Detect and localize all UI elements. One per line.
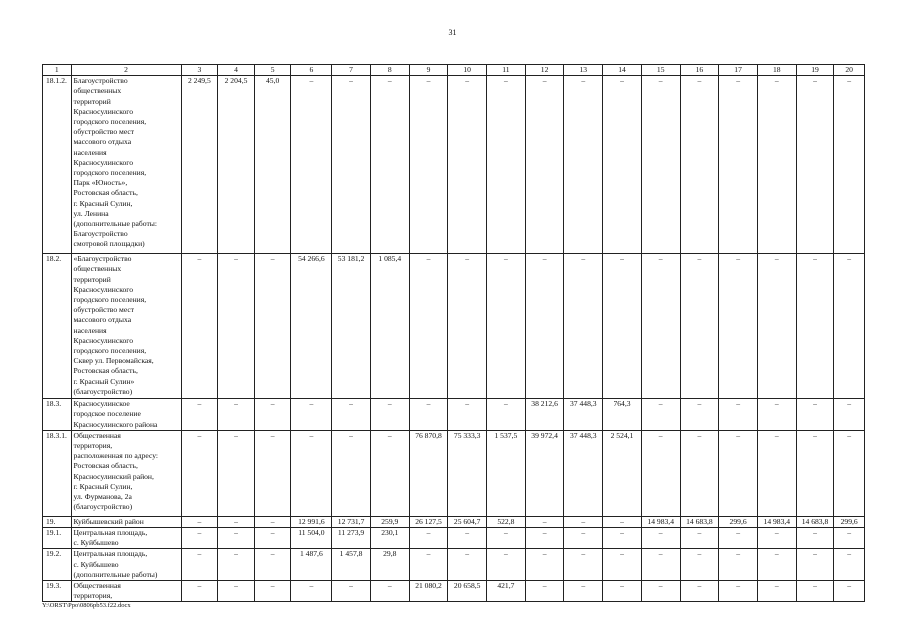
value-cell: 522,8 <box>487 516 526 527</box>
value-cell: – <box>291 76 332 254</box>
value-cell: – <box>254 581 291 602</box>
value-cell: – <box>181 430 218 516</box>
value-cell: – <box>641 399 680 431</box>
value-cell: – <box>603 516 642 527</box>
table-row <box>43 549 865 581</box>
value-cell: 21 080,2 <box>409 581 448 602</box>
value-cell: – <box>254 430 291 516</box>
row-name: Благоустройство общественных территорий Красносулинского городского поселения, обустройство мест массового отдыха населения Красносулинского городского поселения, Парк «Юность», Ростовская область, г. Красный Сулин, ул. Ленина (дополнительные работы: Благоустройство смотровой площадки) <box>71 76 181 254</box>
header-cell: 3 <box>181 65 218 76</box>
row-code: 18.3.1. <box>43 430 72 516</box>
header-cell: 11 <box>487 65 526 76</box>
header-cell: 17 <box>719 65 758 76</box>
value-cell: – <box>332 76 371 254</box>
value-cell: 11 504,0 <box>291 528 332 549</box>
value-cell: – <box>218 528 255 549</box>
value-cell: 11 273,9 <box>332 528 371 549</box>
value-cell: – <box>254 549 291 581</box>
header-cell: 15 <box>641 65 680 76</box>
value-cell: 25 604,7 <box>448 516 487 527</box>
value-cell: – <box>525 254 564 399</box>
value-cell: 230,1 <box>370 528 409 549</box>
row-code: 18.2. <box>43 254 72 399</box>
value-cell: – <box>332 430 371 516</box>
value-cell: – <box>757 254 796 399</box>
table-row <box>43 399 865 431</box>
value-cell: 259,9 <box>370 516 409 527</box>
table-row <box>43 430 865 516</box>
value-cell: – <box>525 516 564 527</box>
value-cell: – <box>370 76 409 254</box>
header-cell: 5 <box>254 65 291 76</box>
value-cell: – <box>370 399 409 431</box>
budget-table <box>42 64 865 602</box>
footer-file-path: Y:\ORST\Ppo\0806pb53.f22.docx <box>42 602 131 609</box>
header-cell: 19 <box>796 65 834 76</box>
value-cell: – <box>448 528 487 549</box>
value-cell: – <box>834 254 865 399</box>
value-cell: – <box>564 581 603 602</box>
row-name: Центральная площадь, с. Куйбышево (дополнительные работы) <box>71 549 181 581</box>
value-cell: – <box>603 254 642 399</box>
value-cell: 14 983,4 <box>757 516 796 527</box>
table-body <box>43 65 865 602</box>
value-cell: – <box>332 399 371 431</box>
value-cell: – <box>757 399 796 431</box>
header-cell: 18 <box>757 65 796 76</box>
value-cell: – <box>291 430 332 516</box>
value-cell: – <box>603 76 642 254</box>
value-cell: – <box>564 549 603 581</box>
table-row <box>43 528 865 549</box>
value-cell: – <box>409 76 448 254</box>
value-cell: – <box>525 549 564 581</box>
value-cell: 14 683,8 <box>796 516 834 527</box>
value-cell: – <box>719 581 758 602</box>
value-cell: 75 333,3 <box>448 430 487 516</box>
value-cell: – <box>487 549 526 581</box>
row-code: 19.2. <box>43 549 72 581</box>
value-cell: – <box>603 549 642 581</box>
value-cell: 1 457,8 <box>332 549 371 581</box>
value-cell: – <box>719 399 758 431</box>
table-row <box>43 254 865 399</box>
value-cell: – <box>603 528 642 549</box>
header-cell: 6 <box>291 65 332 76</box>
value-cell: 14 983,4 <box>641 516 680 527</box>
row-code: 19.3. <box>43 581 72 602</box>
value-cell: – <box>796 254 834 399</box>
value-cell: 1 487,6 <box>291 549 332 581</box>
header-cell: 20 <box>834 65 865 76</box>
value-cell: – <box>564 254 603 399</box>
value-cell: 38 212,6 <box>525 399 564 431</box>
value-cell: – <box>680 528 719 549</box>
row-code: 18.1.2. <box>43 76 72 254</box>
page-number: 31 <box>448 28 457 37</box>
value-cell: – <box>181 399 218 431</box>
value-cell: – <box>680 430 719 516</box>
value-cell: 1 537,5 <box>487 430 526 516</box>
value-cell: – <box>834 430 865 516</box>
value-cell: – <box>719 528 758 549</box>
value-cell: – <box>218 254 255 399</box>
row-code: 19. <box>43 516 72 527</box>
value-cell: – <box>641 430 680 516</box>
row-name: Куйбышевский район <box>71 516 181 527</box>
value-cell: – <box>487 254 526 399</box>
value-cell: 1 085,4 <box>370 254 409 399</box>
value-cell: – <box>796 549 834 581</box>
value-cell: 421,7 <box>487 581 526 602</box>
value-cell: – <box>291 399 332 431</box>
value-cell: – <box>525 581 564 602</box>
value-cell: – <box>719 254 758 399</box>
value-cell: – <box>680 549 719 581</box>
value-cell: – <box>409 254 448 399</box>
value-cell: – <box>834 76 865 254</box>
value-cell: – <box>409 399 448 431</box>
row-name: Общественная территория, <box>71 581 181 602</box>
value-cell: 39 972,4 <box>525 430 564 516</box>
value-cell: – <box>218 430 255 516</box>
value-cell: – <box>757 549 796 581</box>
value-cell: – <box>254 254 291 399</box>
value-cell: – <box>218 581 255 602</box>
header-cell: 1 <box>43 65 72 76</box>
value-cell: – <box>564 76 603 254</box>
value-cell: – <box>834 549 865 581</box>
value-cell: – <box>370 430 409 516</box>
header-cell: 4 <box>218 65 255 76</box>
header-cell: 13 <box>564 65 603 76</box>
value-cell: – <box>181 528 218 549</box>
header-cell: 2 <box>71 65 181 76</box>
value-cell: 20 658,5 <box>448 581 487 602</box>
value-cell: – <box>719 549 758 581</box>
value-cell: – <box>757 76 796 254</box>
row-name: Общественная территория, расположенная по адресу: Ростовская область, Красносулинский район, г. Красный Сулин, ул. Фурманова, 2а (благоустройство) <box>71 430 181 516</box>
value-cell: – <box>370 581 409 602</box>
value-cell: – <box>680 254 719 399</box>
value-cell: – <box>641 581 680 602</box>
table-row <box>43 581 865 602</box>
value-cell: – <box>448 549 487 581</box>
value-cell: – <box>834 399 865 431</box>
header-cell: 14 <box>603 65 642 76</box>
value-cell: – <box>181 516 218 527</box>
value-cell: – <box>641 549 680 581</box>
value-cell: 2 204,5 <box>218 76 255 254</box>
header-row <box>43 65 865 76</box>
header-cell: 8 <box>370 65 409 76</box>
value-cell: – <box>448 76 487 254</box>
value-cell: – <box>487 528 526 549</box>
value-cell: – <box>254 528 291 549</box>
value-cell: – <box>680 581 719 602</box>
row-name: Красносулинское городское поселение Красносулинского района <box>71 399 181 431</box>
value-cell: – <box>757 581 796 602</box>
value-cell: – <box>409 549 448 581</box>
value-cell: – <box>525 528 564 549</box>
value-cell: – <box>680 399 719 431</box>
value-cell: – <box>218 549 255 581</box>
value-cell: – <box>291 581 332 602</box>
value-cell: – <box>218 516 255 527</box>
value-cell: – <box>332 581 371 602</box>
value-cell: 299,6 <box>719 516 758 527</box>
value-cell: – <box>757 430 796 516</box>
value-cell: 26 127,5 <box>409 516 448 527</box>
value-cell: – <box>448 254 487 399</box>
value-cell: – <box>564 516 603 527</box>
table-row <box>43 516 865 527</box>
value-cell: – <box>680 76 719 254</box>
value-cell: 2 524,1 <box>603 430 642 516</box>
value-cell: – <box>796 581 834 602</box>
value-cell: 37 448,3 <box>564 430 603 516</box>
value-cell: – <box>641 76 680 254</box>
row-code: 18.3. <box>43 399 72 431</box>
value-cell: – <box>757 528 796 549</box>
value-cell: – <box>218 399 255 431</box>
value-cell: – <box>525 76 564 254</box>
value-cell: – <box>487 76 526 254</box>
value-cell: 54 266,6 <box>291 254 332 399</box>
value-cell: – <box>796 399 834 431</box>
row-name: «Благоустройство общественных территорий Красносулинского городского поселения, обустройство мест массового отдыха населения Красносулинского городского поселения, Сквер ул. Первомайская, Ростовская область, г. Красный Сулин» (благоустройство) <box>71 254 181 399</box>
value-cell: – <box>603 581 642 602</box>
value-cell: – <box>796 430 834 516</box>
value-cell: – <box>181 549 218 581</box>
value-cell: – <box>564 528 603 549</box>
value-cell: 12 991,6 <box>291 516 332 527</box>
value-cell: – <box>181 254 218 399</box>
value-cell: 2 249,5 <box>181 76 218 254</box>
value-cell: – <box>448 399 487 431</box>
value-cell: – <box>409 528 448 549</box>
value-cell: – <box>254 399 291 431</box>
value-cell: – <box>181 581 218 602</box>
value-cell: – <box>254 516 291 527</box>
value-cell: – <box>641 528 680 549</box>
table-row <box>43 76 865 254</box>
header-cell: 10 <box>448 65 487 76</box>
value-cell: 76 870,8 <box>409 430 448 516</box>
value-cell: – <box>796 528 834 549</box>
value-cell: – <box>796 76 834 254</box>
value-cell: – <box>487 399 526 431</box>
value-cell: – <box>719 76 758 254</box>
value-cell: – <box>641 254 680 399</box>
value-cell: 45,0 <box>254 76 291 254</box>
value-cell: 29,8 <box>370 549 409 581</box>
row-name: Центральная площадь, с. Куйбышево <box>71 528 181 549</box>
value-cell: 299,6 <box>834 516 865 527</box>
value-cell: – <box>719 430 758 516</box>
row-code: 19.1. <box>43 528 72 549</box>
value-cell: 37 448,3 <box>564 399 603 431</box>
value-cell: 12 731,7 <box>332 516 371 527</box>
value-cell: 14 683,8 <box>680 516 719 527</box>
header-cell: 7 <box>332 65 371 76</box>
value-cell: 53 181,2 <box>332 254 371 399</box>
header-cell: 12 <box>525 65 564 76</box>
value-cell: – <box>834 528 865 549</box>
value-cell: – <box>834 581 865 602</box>
header-cell: 9 <box>409 65 448 76</box>
value-cell: 764,3 <box>603 399 642 431</box>
header-cell: 16 <box>680 65 719 76</box>
